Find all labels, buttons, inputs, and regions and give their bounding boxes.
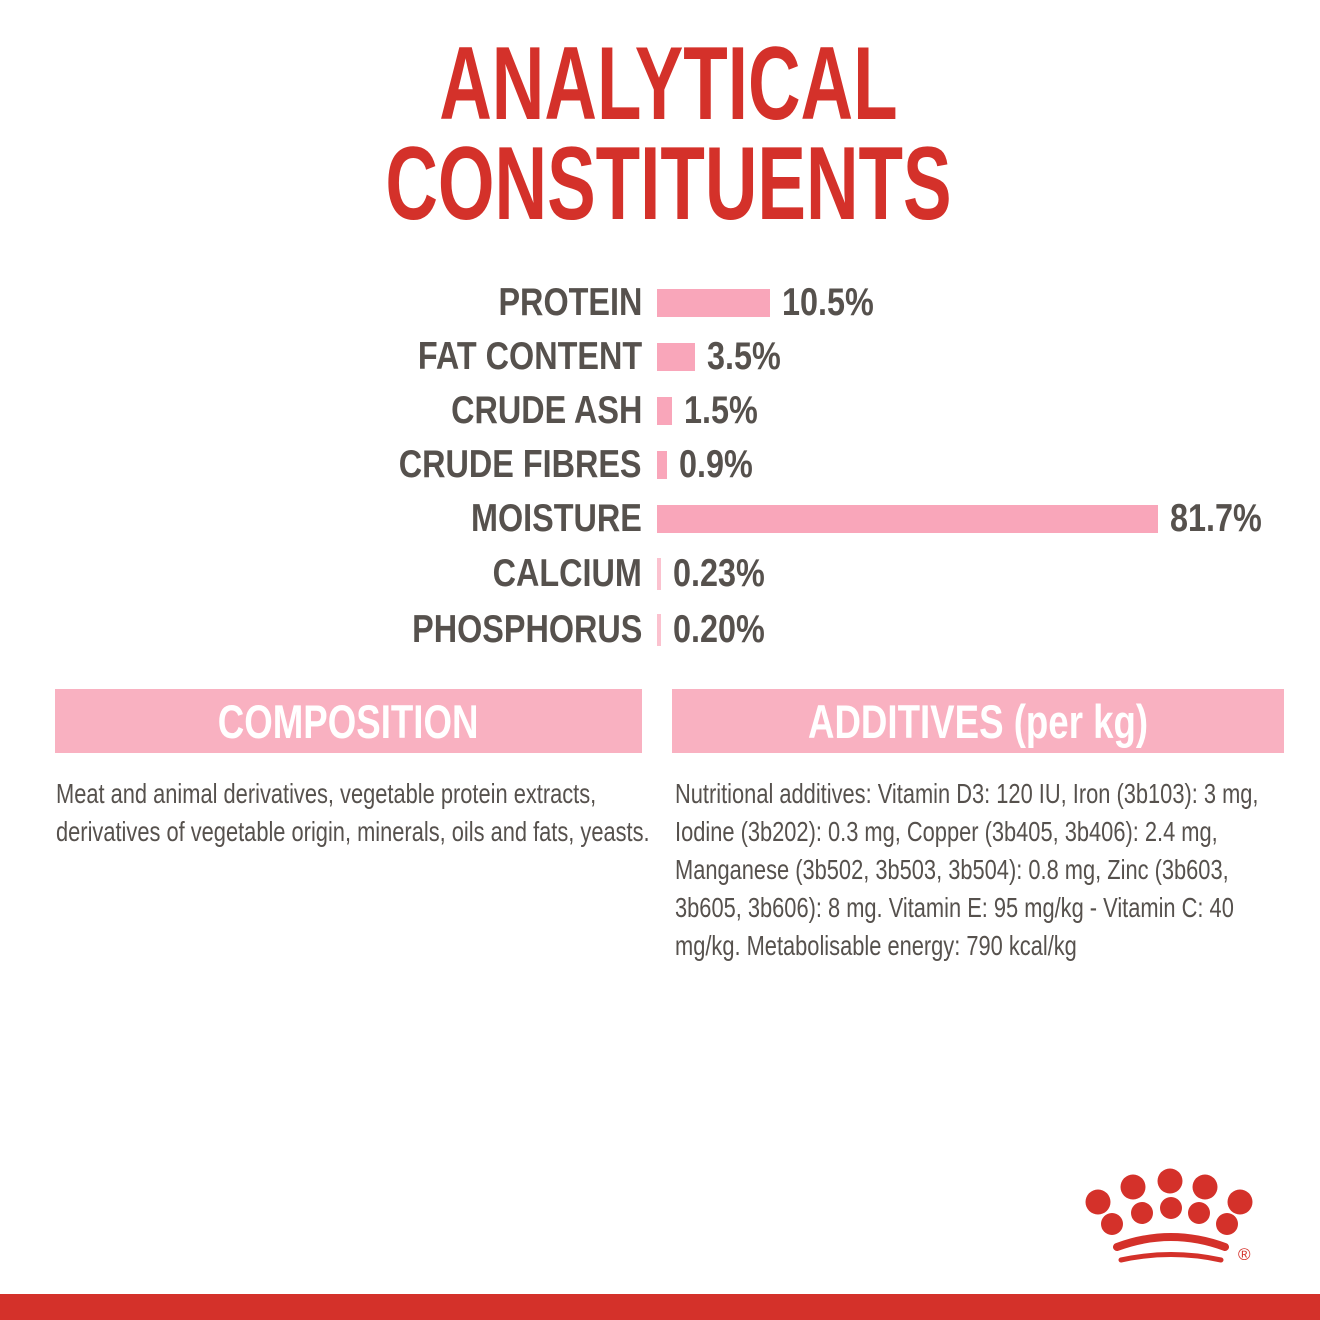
chart-value: 3.5% (707, 335, 781, 378)
chart-bar (657, 451, 667, 479)
crown-base-arc-thick (1117, 1237, 1225, 1247)
chart-row-crude-ash (0, 389, 1320, 432)
crown-base-arc-thin (1121, 1255, 1221, 1261)
crown-dot (1086, 1190, 1111, 1215)
chart-bar (657, 343, 695, 371)
chart-row-fat-content (0, 335, 1320, 378)
chart-label: CALCIUM (492, 552, 642, 595)
chart-row-calcium (0, 552, 1320, 595)
chart-bar (657, 397, 672, 425)
chart-row-crude-fibres (0, 443, 1320, 486)
additives-text: Nutritional additives: Vitamin D3: 120 IU, Iron (3b103): 3 mg, Iodine (3b202): 0.3 mg, Copper (3b405, 3b406): 2.4 mg, Manganese (3b502, 3b503, 3b504): 0.8 mg, Zinc (3b603, 3b605, 3b606): 8 mg. Vitamin E: 95 mg/kg - Vitamin C: 40 mg/kg. Metabolisable energy: 790 kcal/kg (675, 778, 1259, 961)
chart-row-phosphorus (0, 608, 1320, 651)
additives-header: ADDITIVES (per kg) (807, 694, 1149, 748)
chart-bar (657, 614, 661, 646)
chart-row-moisture (0, 497, 1320, 540)
royal-canin-crown-logo (1072, 1160, 1257, 1275)
crown-dot (1188, 1202, 1210, 1224)
chart-bar (657, 558, 661, 590)
chart-label: CRUDE FIBRES (399, 443, 642, 486)
chart-value: 0.9% (679, 443, 753, 486)
crown-dot (1101, 1213, 1123, 1235)
crown-dot (1193, 1175, 1218, 1200)
crown-dot (1158, 1169, 1183, 1194)
chart-label: FAT CONTENT (417, 335, 642, 378)
crown-dot (1216, 1213, 1238, 1235)
chart-label: CRUDE ASH (450, 389, 642, 432)
chart-value: 0.20% (673, 608, 765, 651)
page-title (8, 26, 1320, 242)
chart-value: 0.23% (673, 552, 765, 595)
chart-label: MOISTURE (471, 497, 642, 540)
chart-bar (657, 505, 1158, 533)
chart-value: 81.7% (1170, 497, 1262, 540)
bottom-red-strip (0, 1294, 1320, 1320)
additives-header-band (672, 689, 1284, 753)
chart-bar (657, 289, 770, 317)
chart-label: PROTEIN (498, 281, 642, 324)
crown-dot (1228, 1190, 1253, 1215)
composition-header: COMPOSITION (218, 694, 479, 748)
crown-dot (1121, 1175, 1146, 1200)
registered-trademark-icon: ® (1238, 1245, 1251, 1264)
chart-row-protein (0, 281, 1320, 324)
composition-text: Meat and animal derivatives, vegetable protein extracts, derivatives of vegetable origin, minerals, oils and fats, yeasts. (56, 778, 650, 847)
page-title-line1: ANALYTICAL (438, 26, 898, 142)
chart-value: 10.5% (782, 281, 874, 324)
crown-dot (1131, 1202, 1153, 1224)
crown-dot (1160, 1197, 1182, 1219)
chart-value: 1.5% (684, 389, 758, 432)
composition-header-band (55, 689, 642, 753)
page-title-line2: CONSTITUENTS (384, 126, 952, 242)
chart-label: PHOSPHORUS (411, 608, 642, 651)
